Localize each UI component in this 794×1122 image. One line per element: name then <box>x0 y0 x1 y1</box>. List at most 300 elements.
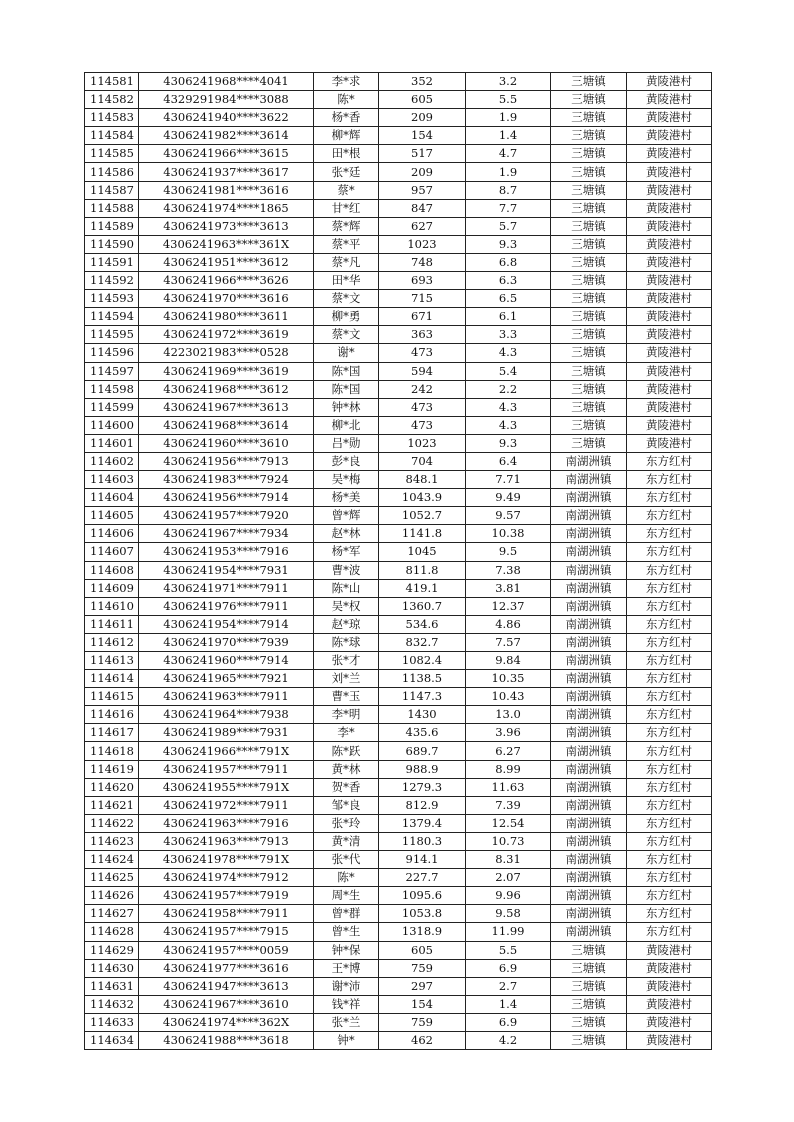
cell-value: 3.81 <box>466 579 551 597</box>
cell-id-number: 4306241967****3610 <box>139 995 314 1013</box>
cell-name: 曹*玉 <box>314 688 379 706</box>
cell-row-number: 114626 <box>85 887 139 905</box>
cell-amount: 517 <box>379 145 466 163</box>
cell-village: 东方红村 <box>627 742 712 760</box>
cell-name: 蔡*平 <box>314 235 379 253</box>
cell-value: 5.7 <box>466 217 551 235</box>
cell-value: 4.3 <box>466 398 551 416</box>
cell-id-number: 4306241951****3612 <box>139 253 314 271</box>
cell-value: 6.1 <box>466 308 551 326</box>
cell-id-number: 4306241972****3619 <box>139 326 314 344</box>
cell-village: 东方红村 <box>627 579 712 597</box>
cell-value: 6.5 <box>466 290 551 308</box>
cell-village: 东方红村 <box>627 543 712 561</box>
cell-name: 陈*跃 <box>314 742 379 760</box>
cell-village: 东方红村 <box>627 724 712 742</box>
cell-row-number: 114593 <box>85 290 139 308</box>
cell-id-number: 4306241981****3616 <box>139 181 314 199</box>
table-row <box>85 380 712 398</box>
cell-row-number: 114634 <box>85 1031 139 1049</box>
cell-town: 南湖洲镇 <box>551 905 627 923</box>
cell-row-number: 114633 <box>85 1013 139 1031</box>
cell-village: 黄陵港村 <box>627 1013 712 1031</box>
cell-village: 东方红村 <box>627 471 712 489</box>
cell-value: 7.57 <box>466 633 551 651</box>
cell-id-number: 4306241966****3615 <box>139 145 314 163</box>
cell-name: 黄*清 <box>314 832 379 850</box>
table-row <box>85 959 712 977</box>
table-row <box>85 272 712 290</box>
cell-name: 蔡*文 <box>314 326 379 344</box>
cell-value: 3.2 <box>466 73 551 91</box>
cell-value: 9.57 <box>466 507 551 525</box>
cell-row-number: 114583 <box>85 109 139 127</box>
table-row <box>85 869 712 887</box>
cell-village: 黄陵港村 <box>627 109 712 127</box>
cell-name: 张*才 <box>314 652 379 670</box>
cell-amount: 1360.7 <box>379 597 466 615</box>
cell-value: 11.63 <box>466 778 551 796</box>
cell-row-number: 114625 <box>85 869 139 887</box>
table-row <box>85 579 712 597</box>
cell-id-number: 4306241977****3616 <box>139 959 314 977</box>
cell-id-number: 4306241976****7911 <box>139 597 314 615</box>
cell-village: 黄陵港村 <box>627 235 712 253</box>
table-row <box>85 742 712 760</box>
cell-value: 5.5 <box>466 941 551 959</box>
cell-village: 黄陵港村 <box>627 977 712 995</box>
table-row <box>85 181 712 199</box>
cell-amount: 209 <box>379 109 466 127</box>
cell-row-number: 114611 <box>85 615 139 633</box>
cell-name: 杨*军 <box>314 543 379 561</box>
cell-village: 黄陵港村 <box>627 344 712 362</box>
cell-id-number: 4306241954****7931 <box>139 561 314 579</box>
cell-row-number: 114629 <box>85 941 139 959</box>
cell-town: 三塘镇 <box>551 362 627 380</box>
table-row <box>85 416 712 434</box>
cell-town: 南湖洲镇 <box>551 887 627 905</box>
cell-name: 邹*良 <box>314 796 379 814</box>
table-row <box>85 163 712 181</box>
cell-id-number: 4306241958****7911 <box>139 905 314 923</box>
table-row <box>85 814 712 832</box>
table-row <box>85 543 712 561</box>
table-row <box>85 778 712 796</box>
cell-row-number: 114624 <box>85 851 139 869</box>
cell-row-number: 114618 <box>85 742 139 760</box>
cell-amount: 759 <box>379 959 466 977</box>
cell-amount: 832.7 <box>379 633 466 651</box>
cell-town: 南湖洲镇 <box>551 471 627 489</box>
cell-amount: 1023 <box>379 235 466 253</box>
cell-town: 三塘镇 <box>551 1031 627 1049</box>
cell-village: 黄陵港村 <box>627 362 712 380</box>
cell-amount: 227.7 <box>379 869 466 887</box>
cell-id-number: 4306241970****3616 <box>139 290 314 308</box>
cell-name: 李* <box>314 724 379 742</box>
cell-town: 南湖洲镇 <box>551 760 627 778</box>
cell-id-number: 4306241968****3612 <box>139 380 314 398</box>
table-row <box>85 398 712 416</box>
cell-town: 南湖洲镇 <box>551 851 627 869</box>
cell-amount: 748 <box>379 253 466 271</box>
cell-town: 三塘镇 <box>551 163 627 181</box>
table-row <box>85 561 712 579</box>
cell-amount: 1095.6 <box>379 887 466 905</box>
cell-amount: 1147.3 <box>379 688 466 706</box>
cell-village: 东方红村 <box>627 633 712 651</box>
table-row <box>85 796 712 814</box>
cell-value: 1.4 <box>466 995 551 1013</box>
cell-value: 7.7 <box>466 199 551 217</box>
cell-village: 东方红村 <box>627 615 712 633</box>
cell-town: 南湖洲镇 <box>551 579 627 597</box>
cell-town: 三塘镇 <box>551 941 627 959</box>
cell-name: 张*兰 <box>314 1013 379 1031</box>
cell-id-number: 4306241963****7911 <box>139 688 314 706</box>
cell-value: 10.73 <box>466 832 551 850</box>
cell-village: 黄陵港村 <box>627 145 712 163</box>
cell-row-number: 114595 <box>85 326 139 344</box>
table-row <box>85 217 712 235</box>
cell-village: 黄陵港村 <box>627 163 712 181</box>
cell-name: 陈* <box>314 91 379 109</box>
cell-name: 吴*权 <box>314 597 379 615</box>
cell-amount: 693 <box>379 272 466 290</box>
cell-amount: 473 <box>379 344 466 362</box>
cell-village: 东方红村 <box>627 670 712 688</box>
cell-value: 12.54 <box>466 814 551 832</box>
cell-row-number: 114620 <box>85 778 139 796</box>
cell-town: 三塘镇 <box>551 959 627 977</box>
cell-name: 贺*香 <box>314 778 379 796</box>
cell-village: 东方红村 <box>627 814 712 832</box>
cell-town: 三塘镇 <box>551 272 627 290</box>
cell-town: 三塘镇 <box>551 145 627 163</box>
cell-amount: 812.9 <box>379 796 466 814</box>
cell-town: 三塘镇 <box>551 91 627 109</box>
table-row <box>85 471 712 489</box>
cell-id-number: 4306241957****0059 <box>139 941 314 959</box>
cell-value: 5.4 <box>466 362 551 380</box>
cell-id-number: 4306241974****7912 <box>139 869 314 887</box>
cell-town: 三塘镇 <box>551 181 627 199</box>
cell-town: 南湖洲镇 <box>551 814 627 832</box>
cell-amount: 605 <box>379 941 466 959</box>
cell-town: 三塘镇 <box>551 1013 627 1031</box>
cell-village: 东方红村 <box>627 851 712 869</box>
cell-row-number: 114594 <box>85 308 139 326</box>
cell-town: 三塘镇 <box>551 253 627 271</box>
cell-village: 黄陵港村 <box>627 73 712 91</box>
cell-id-number: 4306241956****7913 <box>139 452 314 470</box>
cell-town: 南湖洲镇 <box>551 796 627 814</box>
cell-row-number: 114605 <box>85 507 139 525</box>
cell-id-number: 4306241969****3619 <box>139 362 314 380</box>
table-row <box>85 633 712 651</box>
cell-village: 东方红村 <box>627 597 712 615</box>
cell-town: 南湖洲镇 <box>551 652 627 670</box>
cell-value: 6.9 <box>466 1013 551 1031</box>
cell-id-number: 4306241940****3622 <box>139 109 314 127</box>
cell-village: 东方红村 <box>627 652 712 670</box>
cell-village: 东方红村 <box>627 832 712 850</box>
cell-value: 9.58 <box>466 905 551 923</box>
table-row <box>85 615 712 633</box>
cell-town: 南湖洲镇 <box>551 561 627 579</box>
cell-amount: 154 <box>379 127 466 145</box>
cell-name: 陈*球 <box>314 633 379 651</box>
cell-row-number: 114609 <box>85 579 139 597</box>
cell-value: 6.3 <box>466 272 551 290</box>
cell-town: 三塘镇 <box>551 308 627 326</box>
cell-town: 三塘镇 <box>551 344 627 362</box>
cell-town: 南湖洲镇 <box>551 688 627 706</box>
cell-id-number: 4306241963****7913 <box>139 832 314 850</box>
cell-value: 2.7 <box>466 977 551 995</box>
cell-name: 李*求 <box>314 73 379 91</box>
cell-village: 东方红村 <box>627 452 712 470</box>
cell-name: 陈*山 <box>314 579 379 597</box>
table-row <box>85 995 712 1013</box>
cell-row-number: 114627 <box>85 905 139 923</box>
cell-amount: 1045 <box>379 543 466 561</box>
cell-village: 东方红村 <box>627 525 712 543</box>
cell-row-number: 114621 <box>85 796 139 814</box>
cell-town: 南湖洲镇 <box>551 869 627 887</box>
cell-value: 3.3 <box>466 326 551 344</box>
table-row <box>85 452 712 470</box>
cell-id-number: 4306241957****7919 <box>139 887 314 905</box>
cell-name: 柳*北 <box>314 416 379 434</box>
table-row <box>85 362 712 380</box>
cell-town: 三塘镇 <box>551 380 627 398</box>
cell-value: 9.49 <box>466 489 551 507</box>
cell-name: 黄*林 <box>314 760 379 778</box>
cell-value: 9.5 <box>466 543 551 561</box>
cell-amount: 473 <box>379 398 466 416</box>
cell-row-number: 114599 <box>85 398 139 416</box>
cell-value: 13.0 <box>466 706 551 724</box>
table-row <box>85 525 712 543</box>
cell-town: 南湖洲镇 <box>551 489 627 507</box>
cell-village: 东方红村 <box>627 760 712 778</box>
cell-village: 黄陵港村 <box>627 1031 712 1049</box>
cell-amount: 988.9 <box>379 760 466 778</box>
table-row <box>85 977 712 995</box>
cell-town: 三塘镇 <box>551 326 627 344</box>
cell-town: 三塘镇 <box>551 235 627 253</box>
cell-name: 曾*辉 <box>314 507 379 525</box>
cell-row-number: 114601 <box>85 434 139 452</box>
table-row <box>85 326 712 344</box>
cell-value: 6.8 <box>466 253 551 271</box>
cell-village: 黄陵港村 <box>627 308 712 326</box>
cell-row-number: 114586 <box>85 163 139 181</box>
cell-value: 3.96 <box>466 724 551 742</box>
cell-id-number: 4306241966****3626 <box>139 272 314 290</box>
table-row <box>85 91 712 109</box>
cell-id-number: 4306241972****7911 <box>139 796 314 814</box>
cell-row-number: 114597 <box>85 362 139 380</box>
cell-town: 三塘镇 <box>551 217 627 235</box>
cell-row-number: 114590 <box>85 235 139 253</box>
cell-amount: 419.1 <box>379 579 466 597</box>
table-row <box>85 941 712 959</box>
cell-row-number: 114623 <box>85 832 139 850</box>
cell-village: 东方红村 <box>627 507 712 525</box>
cell-name: 蔡* <box>314 181 379 199</box>
cell-name: 谢*沛 <box>314 977 379 995</box>
cell-value: 9.3 <box>466 235 551 253</box>
cell-name: 蔡*凡 <box>314 253 379 271</box>
cell-id-number: 4306241956****7914 <box>139 489 314 507</box>
cell-village: 黄陵港村 <box>627 380 712 398</box>
cell-name: 曾*生 <box>314 923 379 941</box>
cell-amount: 363 <box>379 326 466 344</box>
cell-name: 杨*香 <box>314 109 379 127</box>
cell-value: 8.31 <box>466 851 551 869</box>
cell-row-number: 114607 <box>85 543 139 561</box>
table-row <box>85 235 712 253</box>
cell-name: 钟*林 <box>314 398 379 416</box>
cell-value: 2.2 <box>466 380 551 398</box>
cell-town: 南湖洲镇 <box>551 615 627 633</box>
cell-village: 东方红村 <box>627 869 712 887</box>
cell-amount: 1082.4 <box>379 652 466 670</box>
cell-town: 南湖洲镇 <box>551 597 627 615</box>
cell-value: 1.9 <box>466 163 551 181</box>
table-row <box>85 688 712 706</box>
cell-name: 吕*勋 <box>314 434 379 452</box>
cell-town: 三塘镇 <box>551 73 627 91</box>
cell-amount: 242 <box>379 380 466 398</box>
cell-name: 蔡*文 <box>314 290 379 308</box>
table-row <box>85 489 712 507</box>
cell-id-number: 4306241965****7921 <box>139 670 314 688</box>
cell-village: 黄陵港村 <box>627 941 712 959</box>
cell-name: 田*根 <box>314 145 379 163</box>
cell-name: 曾*群 <box>314 905 379 923</box>
cell-value: 4.86 <box>466 615 551 633</box>
cell-id-number: 4306241967****7934 <box>139 525 314 543</box>
cell-row-number: 114608 <box>85 561 139 579</box>
cell-value: 8.99 <box>466 760 551 778</box>
cell-name: 张*玲 <box>314 814 379 832</box>
cell-name: 王*博 <box>314 959 379 977</box>
cell-town: 南湖洲镇 <box>551 724 627 742</box>
cell-amount: 1318.9 <box>379 923 466 941</box>
cell-town: 三塘镇 <box>551 977 627 995</box>
cell-amount: 689.7 <box>379 742 466 760</box>
cell-row-number: 114584 <box>85 127 139 145</box>
cell-row-number: 114603 <box>85 471 139 489</box>
cell-amount: 704 <box>379 452 466 470</box>
cell-name: 张*廷 <box>314 163 379 181</box>
cell-row-number: 114581 <box>85 73 139 91</box>
table-row <box>85 652 712 670</box>
cell-id-number: 4306241960****3610 <box>139 434 314 452</box>
cell-value: 9.84 <box>466 652 551 670</box>
cell-id-number: 4306241982****3614 <box>139 127 314 145</box>
cell-name: 钟*保 <box>314 941 379 959</box>
cell-town: 南湖洲镇 <box>551 742 627 760</box>
cell-id-number: 4306241980****3611 <box>139 308 314 326</box>
cell-village: 黄陵港村 <box>627 959 712 977</box>
table-row <box>85 832 712 850</box>
cell-name: 钱*祥 <box>314 995 379 1013</box>
cell-id-number: 4306241963****361X <box>139 235 314 253</box>
cell-id-number: 4329291984****3088 <box>139 91 314 109</box>
cell-id-number: 4306241989****7931 <box>139 724 314 742</box>
cell-amount: 1053.8 <box>379 905 466 923</box>
cell-id-number: 4306241963****7916 <box>139 814 314 832</box>
cell-id-number: 4306241970****7939 <box>139 633 314 651</box>
cell-value: 10.38 <box>466 525 551 543</box>
table-row <box>85 887 712 905</box>
cell-village: 东方红村 <box>627 796 712 814</box>
cell-row-number: 114612 <box>85 633 139 651</box>
cell-amount: 1141.8 <box>379 525 466 543</box>
cell-town: 三塘镇 <box>551 416 627 434</box>
cell-village: 黄陵港村 <box>627 91 712 109</box>
cell-value: 8.7 <box>466 181 551 199</box>
cell-row-number: 114582 <box>85 91 139 109</box>
cell-village: 东方红村 <box>627 923 712 941</box>
cell-id-number: 4306241968****4041 <box>139 73 314 91</box>
cell-amount: 914.1 <box>379 851 466 869</box>
cell-amount: 1023 <box>379 434 466 452</box>
cell-amount: 847 <box>379 199 466 217</box>
cell-name: 周*生 <box>314 887 379 905</box>
cell-amount: 605 <box>379 91 466 109</box>
cell-row-number: 114628 <box>85 923 139 941</box>
cell-value: 7.39 <box>466 796 551 814</box>
cell-id-number: 4306241966****791X <box>139 742 314 760</box>
table-row <box>85 145 712 163</box>
cell-name: 柳*勇 <box>314 308 379 326</box>
cell-amount: 297 <box>379 977 466 995</box>
cell-id-number: 4306241954****7914 <box>139 615 314 633</box>
cell-amount: 957 <box>379 181 466 199</box>
cell-town: 南湖洲镇 <box>551 507 627 525</box>
cell-id-number: 4306241968****3614 <box>139 416 314 434</box>
cell-name: 谢* <box>314 344 379 362</box>
table-row <box>85 905 712 923</box>
cell-town: 南湖洲镇 <box>551 832 627 850</box>
cell-village: 黄陵港村 <box>627 290 712 308</box>
cell-value: 1.9 <box>466 109 551 127</box>
cell-amount: 1138.5 <box>379 670 466 688</box>
cell-row-number: 114589 <box>85 217 139 235</box>
cell-amount: 1043.9 <box>379 489 466 507</box>
cell-value: 4.2 <box>466 1031 551 1049</box>
cell-value: 11.99 <box>466 923 551 941</box>
cell-town: 三塘镇 <box>551 290 627 308</box>
cell-id-number: 4306241971****7911 <box>139 579 314 597</box>
cell-row-number: 114619 <box>85 760 139 778</box>
cell-village: 黄陵港村 <box>627 181 712 199</box>
cell-village: 黄陵港村 <box>627 199 712 217</box>
records-table <box>84 72 712 1050</box>
table-row <box>85 344 712 362</box>
cell-name: 蔡*辉 <box>314 217 379 235</box>
cell-id-number: 4306241937****3617 <box>139 163 314 181</box>
cell-row-number: 114598 <box>85 380 139 398</box>
cell-village: 黄陵港村 <box>627 272 712 290</box>
cell-value: 7.38 <box>466 561 551 579</box>
